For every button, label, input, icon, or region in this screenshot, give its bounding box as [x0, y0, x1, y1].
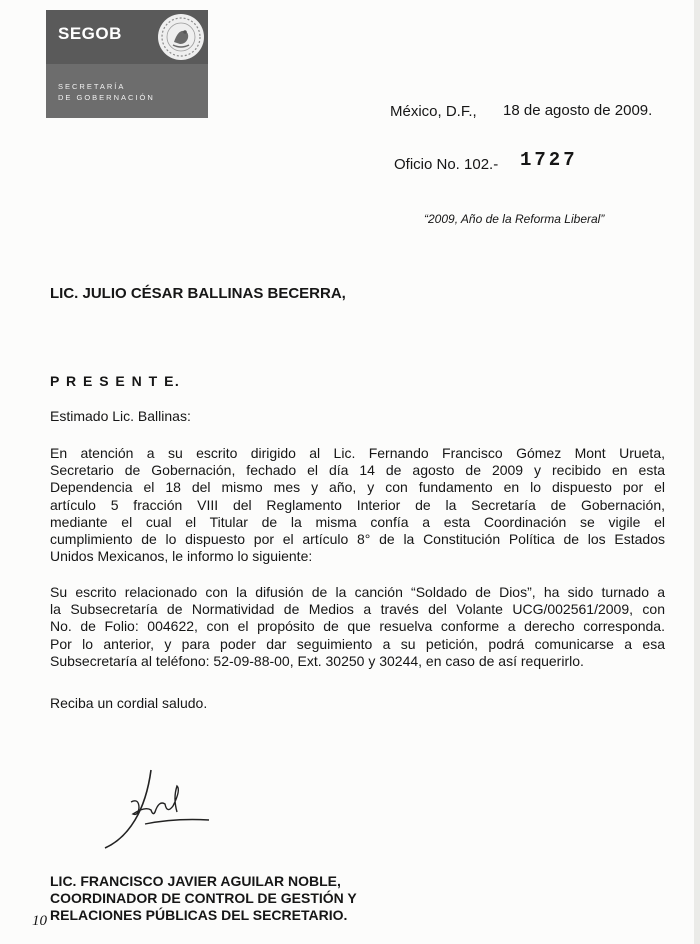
presente: P R E S E N T E.: [50, 373, 181, 389]
paragraph-1: [50, 445, 665, 565]
paragraph-1-line: mediante el cual el Titular de la misma confía a esta Coordinación se vigile el: [50, 513, 665, 530]
signatory-title-2: RELACIONES PÚBLICAS DEL SECRETARIO.: [50, 907, 348, 923]
date: 18 de agosto de 2009.: [503, 102, 653, 119]
signatory-name: LIC. FRANCISCO JAVIER AGUILAR NOBLE,: [50, 873, 341, 889]
year-motto: “2009, Año de la Reforma Liberal”: [424, 212, 605, 226]
paragraph-2-line: Por lo anterior, y para poder dar seguimiento a su petición, podrá comunicarse a esa: [50, 635, 665, 652]
signatory-title-1: COORDINADOR DE CONTROL DE GESTIÓN Y: [50, 890, 357, 906]
paragraph-1-line: Dependencia el 18 del mismo mes y año, y con fundamento en lo dispuesto por el: [50, 479, 665, 496]
logo-name: SEGOB: [58, 24, 122, 43]
logo-band: [46, 64, 208, 118]
place: México, D.F.,: [390, 103, 477, 120]
paragraph-1-line: cumplimiento de lo dispuesto por el artículo 8° de la Constitución Política de los Estados: [50, 531, 665, 548]
paragraph-1-line: En atención a su escrito dirigido al Lic. Fernando Francisco Gómez Mont Urueta,: [50, 445, 665, 461]
paragraph-2-line: la Subsecretaría de Normatividad de Medios a través del Volante UCG/002561/2009, con: [50, 601, 665, 618]
paragraph-1-line: Secretario de Gobernación, fechado el día 14 de agosto de 2009 y recibido en esta: [50, 462, 665, 479]
paragraph-2-line: No. de Folio: 004622, con el propósito de que resuelva conforme a derecho corresponda.: [50, 618, 665, 635]
segob-logo: [46, 10, 208, 118]
paragraph-2-line: Su escrito relacionado con la difusión de la canción “Soldado de Dios”, ha sido turnado a: [50, 584, 665, 600]
logo-line-1: SECRETARÍA: [58, 82, 126, 91]
paragraph-1-line: Unidos Mexicanos, le informo lo siguiente:: [50, 548, 313, 565]
paragraph-2-line: Subsecretaría al teléfono: 52-09-88-00, Ext. 30250 y 30244, en caso de así requerirlo.: [50, 652, 584, 669]
margin-note: 10: [32, 913, 47, 929]
oficio-number: 1727: [520, 149, 578, 171]
signature: [95, 760, 225, 855]
paragraph-1-line: artículo 5 fracción VIII del Reglamento Interior de la Secretaría de Gobernación,: [50, 496, 665, 513]
oficio-label: Oficio No. 102.-: [394, 156, 499, 173]
salutation: Estimado Lic. Ballinas:: [50, 408, 191, 424]
page-edge: [694, 0, 700, 944]
logo-line-2: DE GOBERNACIÓN: [58, 93, 155, 102]
paragraph-2: [50, 584, 665, 670]
closing: Reciba un cordial saludo.: [50, 695, 208, 711]
national-seal-icon: [158, 14, 204, 60]
recipient-name: LIC. JULIO CÉSAR BALLINAS BECERRA,: [50, 285, 346, 302]
